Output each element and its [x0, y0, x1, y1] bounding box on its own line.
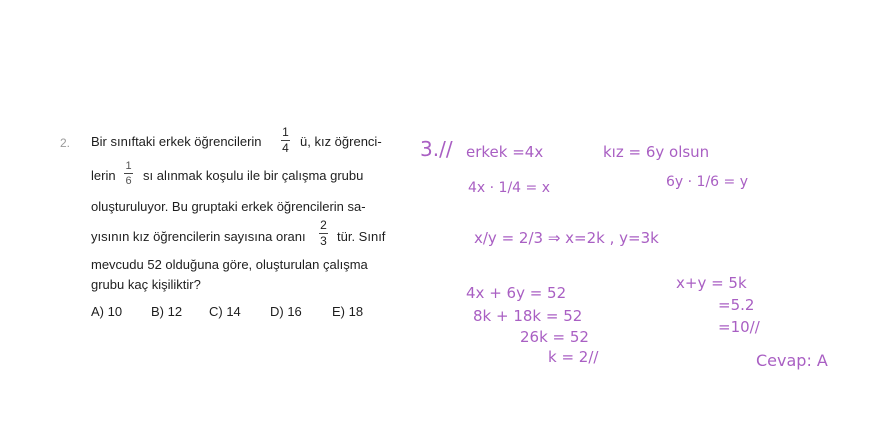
question-line-4a: yısının kız öğrencilerin sayısına oranı [91, 229, 306, 244]
frac3-den: 3 [320, 234, 327, 248]
solution-label: 3.// [420, 137, 453, 161]
question-line-1a: Bir sınıftaki erkek öğrencilerin [91, 134, 262, 149]
option-c: C) 14 [209, 304, 241, 319]
question-number: 2. [60, 136, 71, 150]
solution-step4: k = 2// [548, 348, 599, 366]
solution-step1: 4x + 6y = 52 [466, 284, 567, 302]
option-e: E) 18 [332, 304, 364, 319]
solution-step3: 26k = 52 [520, 328, 589, 346]
question-line-6: grubu kaç kişiliktir? [91, 277, 201, 292]
question-line-2b: sı alınmak koşulu ile bir çalışma grubu [143, 168, 364, 183]
question-line-2a: lerin [91, 168, 116, 183]
question-line-3: oluşturuluyor. Bu gruptaki erkek öğrencilerin sa- [91, 199, 366, 214]
solution-result3: =10// [718, 318, 760, 336]
solution-kiz: kız = 6y olsun [603, 143, 710, 161]
option-b: B) 12 [151, 304, 183, 319]
solution-eq2: 6y · 1/6 = y [666, 174, 748, 190]
frac2-num: 1 [125, 160, 132, 172]
solution-erkek: erkek =4x [466, 143, 544, 161]
question-line-5: mevcudu 52 olduğuna göre, oluşturulan çalışma [91, 257, 368, 272]
question-line-4b: tür. Sınıf [337, 229, 386, 244]
solution-result1: x+y = 5k [676, 274, 747, 292]
solution-eq1: 4x · 1/4 = x [468, 180, 550, 196]
option-d: D) 16 [270, 304, 302, 319]
frac1-den: 4 [282, 141, 289, 155]
solution-step2: 8k + 18k = 52 [473, 307, 583, 325]
frac3-num: 2 [320, 218, 327, 232]
solution-result2: =5.2 [718, 296, 755, 314]
frac2-den: 6 [125, 175, 132, 187]
option-a: A) 10 [91, 304, 123, 319]
question-line-1b: ü, kız öğrenci- [300, 134, 382, 149]
solution-ratio: x/y = 2/3 ⇒ x=2k , y=3k [474, 229, 659, 247]
frac1-num: 1 [282, 125, 289, 139]
solution-answer: Cevap: A [756, 351, 828, 370]
